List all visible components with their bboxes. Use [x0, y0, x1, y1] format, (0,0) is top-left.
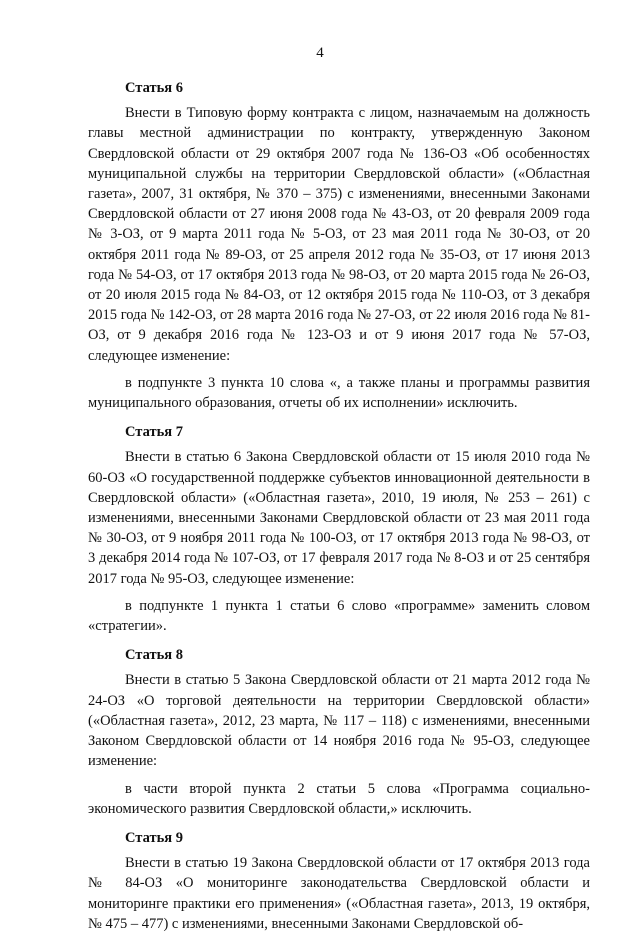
article-9: [88, 828, 590, 934]
article-8: [88, 645, 590, 819]
article-heading: Статья 8: [125, 647, 183, 664]
article-heading: Статья 9: [125, 829, 183, 846]
article-heading: Статья 6: [125, 80, 183, 96]
document-body: [88, 78, 590, 943]
article-change-paragraph: в подпункте 3 пункта 10 слова «, а также планы и программы развития муниципального образования, отчеты об их исполнении» исключить.: [88, 374, 590, 412]
article-intro-paragraph: Внести в Типовую форму контракта с лицом, назначаемым на должность главы местной администрации по контракту, утвержденную Законом Свердловской области от 29 октября 2007 года № 136-ОЗ «Об особенностях муниципальной службы на территории Свердловской области» («Областная газета», 2007, 31 октября, № 370 – 375) с изменениями, внесенными Законами Свердловской области от 27 июня 2008 года № 43-ОЗ, от 20 февраля 2009 года № 3-ОЗ, от 9 марта 2011 года № 5-ОЗ, от 23 мая 2011 года № 30-ОЗ, от 20 октября 2011 года № 89-ОЗ, от 25 апреля 2012 года № 35-ОЗ, от 17 июня 2013 года № 54-ОЗ, от 17 октября 2013 года № 98-ОЗ, от 20 марта 2015 года № 26-ОЗ, от 20 июля 2015 года № 84-ОЗ, от 12 октября 2015 года № 110-ОЗ, от 3 декабря 2015 года № 142-ОЗ, от 28 марта 2016 года № 27-ОЗ, от 22 июля 2016 года № 81-ОЗ, от 9 декабря 2016 года № 123-ОЗ и от 9 июня 2017 года № 57-ОЗ, следующее изменение:: [88, 105, 590, 364]
article-heading: Статья 7: [125, 424, 183, 441]
page-number: 4: [316, 45, 324, 61]
article-change-paragraph: в подпункте 1 пункта 1 статьи 6 слово «программе» заменить словом «стратегии».: [88, 597, 590, 635]
article-intro-paragraph: Внести в статью 19 Закона Свердловской области от 17 октября 2013 года № 84-ОЗ «О мониторинге законодательства Свердловской области и мониторинге практики его применения» («Областная газета», 2013, 19 октября, № 475 – 477) с изменениями, внесенными Законами Свердловской об-: [88, 855, 590, 932]
article-intro-paragraph: Внести в статью 5 Закона Свердловской области от 21 марта 2012 года № 24-ОЗ «О торговой деятельности на территории Свердловской области» («Областная газета», 2012, 23 марта, № 117 – 118) с изменениями, внесенными Законом Свердловской области от 14 ноября 2016 года № 95-ОЗ, следующее изменение:: [88, 672, 590, 770]
article-change-paragraph: в части второй пункта 2 статьи 5 слова «Программа социально-экономического развития Свердловской области,» исключить.: [88, 780, 590, 817]
article-intro-paragraph: Внести в статью 6 Закона Свердловской области от 15 июля 2010 года № 60-ОЗ «О государственной поддержке субъектов инновационной деятельности в Свердловской области» («Областная газета», 2010, 19 июля, № 253 – 261) с изменениями, внесенными Законами Свердловской области от 23 мая 2011 года № 30-ОЗ, от 9 ноября 2011 года № 100-ОЗ, от 17 октября 2013 года № 98-ОЗ, от 3 декабря 2014 года № 107-ОЗ, от 17 февраля 2017 года № 8-ОЗ и от 25 сентября 2017 года № 95-ОЗ, следующее изменение:: [88, 449, 590, 587]
article-6: [88, 78, 590, 413]
article-7: [88, 422, 590, 636]
